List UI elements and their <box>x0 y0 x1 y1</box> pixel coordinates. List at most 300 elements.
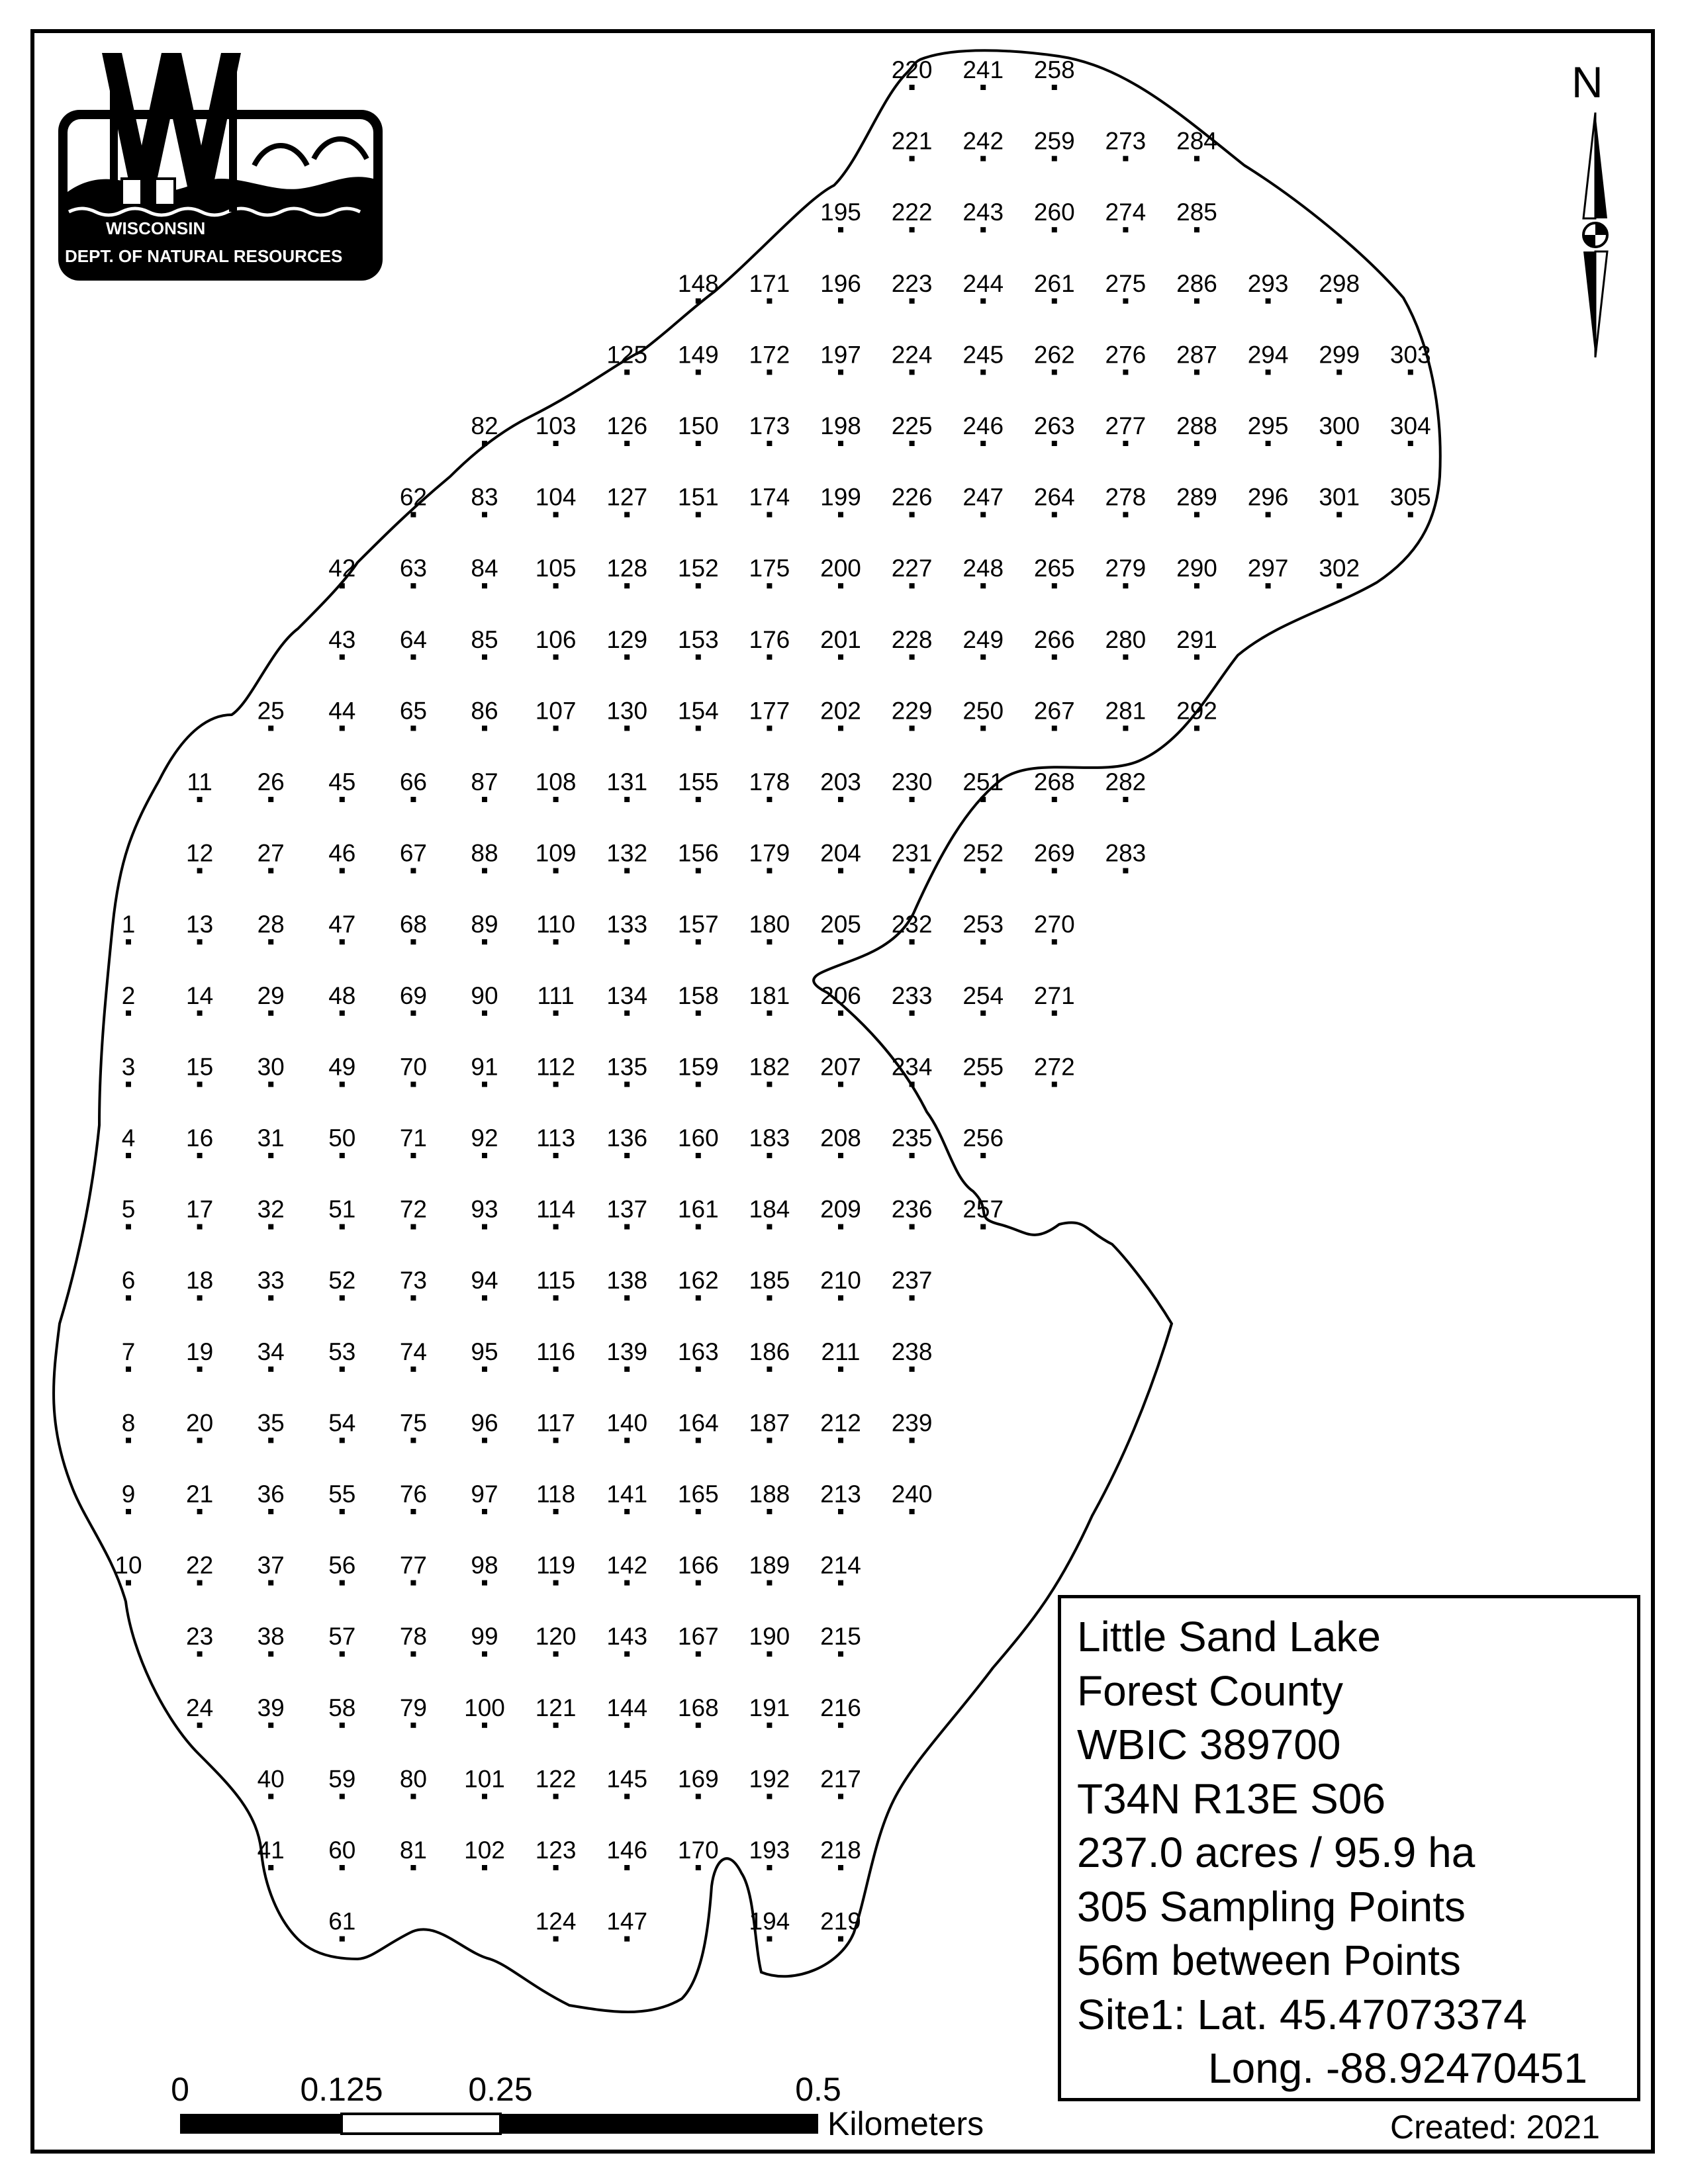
sampling-point-marker <box>1052 725 1057 731</box>
sampling-point-marker <box>696 1224 701 1230</box>
sampling-point-marker <box>1123 583 1128 588</box>
sampling-point-label: 261 <box>1033 269 1075 297</box>
sampling-point-label: 99 <box>471 1623 498 1651</box>
sampling-point-marker <box>482 441 487 446</box>
sampling-point-label: 184 <box>749 1195 790 1223</box>
sampling-point-marker <box>767 1081 772 1087</box>
sampling-point-marker <box>410 725 416 731</box>
sampling-point-label: 250 <box>962 697 1004 725</box>
sampling-point-marker <box>340 1295 345 1300</box>
sampling-point-marker <box>767 1936 772 1942</box>
sampling-point-marker <box>340 1509 345 1514</box>
sampling-point-label: 254 <box>962 981 1004 1009</box>
sampling-point-marker <box>1194 298 1199 304</box>
sampling-point-marker <box>1336 583 1342 588</box>
sampling-point-marker <box>410 1509 416 1514</box>
sampling-point-label: 123 <box>535 1837 577 1864</box>
sampling-point-label: 236 <box>891 1195 933 1223</box>
sampling-point-marker <box>767 1580 772 1586</box>
sampling-point-marker <box>696 1153 701 1158</box>
sampling-point-label: 66 <box>399 768 427 796</box>
scale-unit-label: Kilometers <box>827 2105 984 2142</box>
sampling-point-marker <box>1336 369 1342 375</box>
sampling-point-label: 119 <box>536 1551 576 1579</box>
sampling-point-label: 13 <box>186 911 214 938</box>
sampling-point-marker <box>410 1651 416 1657</box>
sampling-point-label: 5 <box>121 1195 136 1223</box>
sampling-point-label: 241 <box>962 56 1004 83</box>
sampling-point-label: 74 <box>399 1338 427 1365</box>
sampling-point-label: 152 <box>677 555 719 582</box>
sampling-point-marker <box>340 1651 345 1657</box>
sampling-point-marker <box>340 1081 345 1087</box>
sampling-point-marker <box>268 1580 273 1586</box>
sampling-point-label: 1 <box>121 911 136 938</box>
sampling-point-marker <box>624 512 630 518</box>
sampling-point-label: 32 <box>257 1195 285 1223</box>
sampling-point-marker <box>624 939 630 944</box>
sampling-point-marker <box>838 1011 843 1016</box>
sampling-point-label: 71 <box>399 1124 427 1152</box>
sampling-point-label: 62 <box>399 483 427 511</box>
sampling-point-label: 209 <box>820 1195 861 1223</box>
sampling-point-marker <box>197 1153 203 1158</box>
sampling-point-label: 283 <box>1105 839 1147 867</box>
sampling-point-marker <box>838 1509 843 1514</box>
sampling-point-label: 200 <box>820 555 861 582</box>
sampling-point-label: 149 <box>677 341 719 369</box>
sampling-point-label: 257 <box>962 1195 1004 1223</box>
sampling-point-marker <box>268 868 273 874</box>
sampling-point-marker <box>624 1865 630 1870</box>
sampling-point-label: 83 <box>471 483 498 511</box>
sampling-point-marker <box>767 1794 772 1799</box>
sampling-point-marker <box>268 797 273 802</box>
sampling-point-label: 75 <box>399 1409 427 1437</box>
sampling-point-marker <box>553 1153 559 1158</box>
sampling-point-marker <box>197 1367 203 1372</box>
sampling-point-marker <box>696 1081 701 1087</box>
sampling-point-label: 188 <box>749 1480 790 1508</box>
sampling-point-marker <box>696 1794 701 1799</box>
sampling-point-marker <box>980 1081 986 1087</box>
sampling-point-label: 253 <box>962 911 1004 938</box>
sampling-point-marker <box>980 512 986 518</box>
sampling-point-marker <box>696 1367 701 1372</box>
sampling-point-label: 237 <box>891 1267 933 1295</box>
sampling-point-label: 27 <box>257 839 285 867</box>
sampling-point-marker <box>1123 298 1128 304</box>
sampling-point-marker <box>980 441 986 446</box>
sampling-point-label: 143 <box>606 1623 648 1651</box>
sampling-point-marker <box>482 1224 487 1230</box>
sampling-point-label: 162 <box>677 1267 719 1295</box>
sampling-point-label: 34 <box>257 1338 285 1365</box>
sampling-point-marker <box>1266 298 1271 304</box>
sampling-point-label: 170 <box>677 1837 719 1864</box>
sampling-point-label: 87 <box>471 768 498 796</box>
sampling-point-label: 102 <box>464 1837 505 1864</box>
sampling-point-label: 91 <box>471 1053 498 1081</box>
sampling-point-label: 113 <box>536 1124 576 1152</box>
sampling-point-marker <box>980 369 986 375</box>
sampling-point-marker <box>340 868 345 874</box>
sampling-point-marker <box>268 1509 273 1514</box>
logo-line-2: DEPT. OF NATURAL RESOURCES <box>65 246 343 266</box>
sampling-point-label: 159 <box>677 1053 719 1081</box>
sampling-point-marker <box>268 725 273 731</box>
sampling-point-label: 53 <box>328 1338 356 1365</box>
sampling-point-label: 101 <box>464 1765 505 1793</box>
sampling-point-label: 247 <box>962 483 1004 511</box>
sampling-point-label: 163 <box>677 1338 719 1365</box>
sampling-point-marker <box>1123 441 1128 446</box>
map-info-box <box>1058 1595 1640 2101</box>
sampling-point-label: 134 <box>606 981 648 1009</box>
sampling-point-label: 22 <box>186 1551 214 1579</box>
sampling-point-label: 76 <box>399 1480 427 1508</box>
sampling-point-label: 39 <box>257 1694 285 1721</box>
sampling-point-marker <box>1194 227 1199 232</box>
sampling-point-marker <box>1194 655 1199 660</box>
sampling-point-label: 112 <box>536 1053 576 1081</box>
sampling-point-marker <box>482 512 487 518</box>
sampling-point-label: 297 <box>1247 555 1289 582</box>
sampling-point-marker <box>410 1580 416 1586</box>
sampling-point-label: 72 <box>399 1195 427 1223</box>
sampling-point-marker <box>1336 512 1342 518</box>
sampling-point-marker <box>696 1865 701 1870</box>
sampling-point-marker <box>624 1295 630 1300</box>
sampling-point-label: 9 <box>121 1480 136 1508</box>
sampling-point-label: 222 <box>891 199 933 226</box>
sampling-point-label: 208 <box>820 1124 861 1152</box>
sampling-point-marker <box>553 1865 559 1870</box>
sampling-point-label: 124 <box>535 1907 577 1935</box>
sampling-point-marker <box>482 939 487 944</box>
point-spacing: 56m between Points <box>1077 1936 1461 1984</box>
sampling-point-label: 80 <box>399 1765 427 1793</box>
sampling-point-marker <box>624 1794 630 1799</box>
sampling-point-label: 255 <box>962 1053 1004 1081</box>
sampling-point-label: 126 <box>606 412 648 439</box>
sampling-point-marker <box>1123 655 1128 660</box>
sampling-point-label: 212 <box>820 1409 861 1437</box>
sampling-point-label: 44 <box>328 697 356 725</box>
sampling-point-label: 137 <box>606 1195 648 1223</box>
sampling-point-marker <box>980 298 986 304</box>
sampling-point-marker <box>910 1153 915 1158</box>
sampling-point-marker <box>197 1011 203 1016</box>
sampling-point-marker <box>624 1651 630 1657</box>
sampling-point-marker <box>910 868 915 874</box>
sampling-point-label: 267 <box>1033 697 1075 725</box>
sampling-point-label: 109 <box>535 839 577 867</box>
sampling-point-marker <box>624 797 630 802</box>
sampling-point-marker <box>268 1723 273 1728</box>
sampling-point-label: 238 <box>891 1338 933 1365</box>
sampling-point-label: 227 <box>891 555 933 582</box>
sampling-point-count: 305 Sampling Points <box>1077 1882 1466 1931</box>
sampling-point-marker <box>553 868 559 874</box>
sampling-point-label: 127 <box>606 483 648 511</box>
sampling-point-label: 31 <box>257 1124 285 1152</box>
sampling-point-label: 303 <box>1389 341 1431 369</box>
sampling-point-label: 3 <box>121 1053 136 1081</box>
sampling-point-marker <box>696 1651 701 1657</box>
sampling-point-marker <box>910 797 915 802</box>
sampling-point-marker <box>1123 725 1128 731</box>
sampling-point-label: 223 <box>891 269 933 297</box>
sampling-point-marker <box>553 1081 559 1087</box>
sampling-point-label: 213 <box>820 1480 861 1508</box>
sampling-point-marker <box>980 868 986 874</box>
sampling-point-marker <box>197 1509 203 1514</box>
sampling-point-label: 175 <box>749 555 790 582</box>
sampling-point-label: 203 <box>820 768 861 796</box>
sampling-point-label: 305 <box>1389 483 1431 511</box>
sampling-point-marker <box>1194 441 1199 446</box>
sampling-point-marker <box>1123 868 1128 874</box>
sampling-point-marker <box>553 1651 559 1657</box>
township-range-section: T34N R13E S06 <box>1077 1774 1386 1823</box>
sampling-point-marker <box>410 1011 416 1016</box>
sampling-point-marker <box>838 725 843 731</box>
sampling-point-label: 224 <box>891 341 933 369</box>
sampling-point-marker <box>624 1509 630 1514</box>
sampling-point-label: 289 <box>1176 483 1217 511</box>
site-latitude: Site1: Lat. 45.47073374 <box>1077 1990 1527 2038</box>
sampling-point-label: 18 <box>186 1267 214 1295</box>
sampling-point-label: 106 <box>535 625 577 653</box>
sampling-point-label: 153 <box>677 625 719 653</box>
sampling-point-marker <box>767 797 772 802</box>
sampling-point-label: 165 <box>677 1480 719 1508</box>
sampling-point-label: 273 <box>1105 127 1147 155</box>
sampling-point-marker <box>1266 583 1271 588</box>
sampling-point-marker <box>624 1081 630 1087</box>
sampling-point-label: 202 <box>820 697 861 725</box>
sampling-point-label: 125 <box>606 341 648 369</box>
sampling-point-label: 265 <box>1033 555 1075 582</box>
sampling-point-marker <box>268 939 273 944</box>
sampling-point-marker <box>410 1367 416 1372</box>
sampling-point-marker <box>910 1509 915 1514</box>
sampling-point-label: 78 <box>399 1623 427 1651</box>
sampling-point-label: 114 <box>536 1195 576 1223</box>
sampling-point-label: 141 <box>606 1480 648 1508</box>
county-name: Forest County <box>1077 1666 1343 1715</box>
sampling-point-label: 249 <box>962 625 1004 653</box>
sampling-point-label: 142 <box>606 1551 648 1579</box>
sampling-point-label: 220 <box>891 56 933 83</box>
sampling-point-marker <box>1052 85 1057 90</box>
sampling-point-marker <box>910 1081 915 1087</box>
sampling-point-marker <box>197 1081 203 1087</box>
sampling-point-label: 286 <box>1176 269 1217 297</box>
sampling-point-label: 51 <box>328 1195 356 1223</box>
sampling-point-label: 157 <box>677 911 719 938</box>
sampling-point-label: 121 <box>535 1694 577 1721</box>
sampling-point-marker <box>624 1367 630 1372</box>
sampling-point-marker <box>1052 441 1057 446</box>
sampling-point-label: 17 <box>186 1195 214 1223</box>
sampling-point-marker <box>410 583 416 588</box>
sampling-point-marker <box>1194 369 1199 375</box>
sampling-point-marker <box>1336 441 1342 446</box>
sampling-point-marker <box>910 369 915 375</box>
sampling-point-label: 178 <box>749 768 790 796</box>
sampling-point-label: 266 <box>1033 625 1075 653</box>
sampling-point-marker <box>1194 725 1199 731</box>
sampling-point-marker <box>696 441 701 446</box>
sampling-point-label: 61 <box>328 1907 356 1935</box>
sampling-point-label: 189 <box>749 1551 790 1579</box>
sampling-point-label: 30 <box>257 1053 285 1081</box>
sampling-point-label: 264 <box>1033 483 1075 511</box>
sampling-point-marker <box>696 1437 701 1443</box>
sampling-point-label: 262 <box>1033 341 1075 369</box>
sampling-point-label: 85 <box>471 625 498 653</box>
sampling-point-marker <box>767 1437 772 1443</box>
sampling-point-label: 64 <box>399 625 427 653</box>
sampling-point-marker <box>1266 441 1271 446</box>
sampling-point-marker <box>410 655 416 660</box>
sampling-point-label: 43 <box>328 625 356 653</box>
sampling-point-label: 20 <box>186 1409 214 1437</box>
sampling-point-label: 35 <box>257 1409 285 1437</box>
sampling-point-marker <box>410 512 416 518</box>
sampling-point-marker <box>624 1936 630 1942</box>
sampling-point-label: 164 <box>677 1409 719 1437</box>
sampling-point-marker <box>197 1437 203 1443</box>
sampling-point-marker <box>482 1651 487 1657</box>
sampling-point-label: 248 <box>962 555 1004 582</box>
sampling-point-marker <box>482 1081 487 1087</box>
sampling-point-marker <box>910 227 915 232</box>
sampling-point-marker <box>126 1580 131 1586</box>
sampling-point-label: 100 <box>464 1694 505 1721</box>
sampling-point-label: 156 <box>677 839 719 867</box>
sampling-point-label: 110 <box>536 911 576 938</box>
sampling-point-label: 145 <box>606 1765 648 1793</box>
sampling-point-marker <box>1194 156 1199 161</box>
sampling-point-marker <box>624 1580 630 1586</box>
sampling-point-label: 179 <box>749 839 790 867</box>
sampling-point-label: 128 <box>606 555 648 582</box>
sampling-point-label: 69 <box>399 981 427 1009</box>
sampling-point-label: 89 <box>471 911 498 938</box>
sampling-point-label: 10 <box>115 1551 142 1579</box>
sampling-point-marker <box>980 227 986 232</box>
sampling-point-marker <box>910 441 915 446</box>
sampling-point-marker <box>553 725 559 731</box>
sampling-point-label: 77 <box>399 1551 427 1579</box>
sampling-point-label: 206 <box>820 981 861 1009</box>
sampling-point-label: 36 <box>257 1480 285 1508</box>
sampling-point-marker <box>268 1081 273 1087</box>
sampling-point-marker <box>696 1011 701 1016</box>
sampling-point-marker <box>838 1794 843 1799</box>
sampling-point-label: 118 <box>536 1480 576 1508</box>
sampling-point-label: 24 <box>186 1694 214 1721</box>
sampling-point-marker <box>126 1081 131 1087</box>
sampling-point-marker <box>1408 441 1413 446</box>
sampling-point-marker <box>767 369 772 375</box>
sampling-point-label: 295 <box>1247 412 1289 439</box>
sampling-point-label: 28 <box>257 911 285 938</box>
sampling-point-marker <box>340 1011 345 1016</box>
sampling-point-marker <box>910 1011 915 1016</box>
sampling-point-label: 115 <box>536 1267 576 1295</box>
sampling-point-label: 67 <box>399 839 427 867</box>
sampling-point-marker <box>553 1011 559 1016</box>
sampling-point-label: 271 <box>1033 981 1075 1009</box>
sampling-point-marker <box>838 1437 843 1443</box>
sampling-point-marker <box>1123 512 1128 518</box>
sampling-point-marker <box>482 1865 487 1870</box>
sampling-point-label: 168 <box>677 1694 719 1721</box>
sampling-point-marker <box>696 298 701 304</box>
sampling-point-marker <box>838 797 843 802</box>
sampling-point-label: 198 <box>820 412 861 439</box>
sampling-point-marker <box>696 655 701 660</box>
sampling-point-marker <box>482 1295 487 1300</box>
sampling-point-label: 278 <box>1105 483 1147 511</box>
sampling-point-label: 231 <box>891 839 933 867</box>
sampling-point-label: 98 <box>471 1551 498 1579</box>
sampling-point-marker <box>624 1723 630 1728</box>
sampling-point-label: 294 <box>1247 341 1289 369</box>
sampling-point-marker <box>1052 156 1057 161</box>
sampling-point-marker <box>838 583 843 588</box>
sampling-point-label: 276 <box>1105 341 1147 369</box>
sampling-point-marker <box>340 725 345 731</box>
sampling-point-label: 146 <box>606 1837 648 1864</box>
sampling-point-marker <box>1266 369 1271 375</box>
sampling-point-marker <box>340 1936 345 1942</box>
sampling-point-label: 54 <box>328 1409 356 1437</box>
sampling-point-marker <box>340 797 345 802</box>
sampling-point-label: 173 <box>749 412 790 439</box>
sampling-point-marker <box>767 868 772 874</box>
sampling-point-label: 23 <box>186 1623 214 1651</box>
sampling-point-label: 221 <box>891 127 933 155</box>
sampling-point-label: 19 <box>186 1338 214 1365</box>
sampling-point-marker <box>340 1367 345 1372</box>
sampling-point-label: 195 <box>820 199 861 226</box>
sampling-point-marker <box>197 1651 203 1657</box>
sampling-point-label: 103 <box>535 412 577 439</box>
sampling-point-label: 73 <box>399 1267 427 1295</box>
sampling-point-marker <box>1052 655 1057 660</box>
sampling-point-label: 304 <box>1389 412 1431 439</box>
sampling-point-marker <box>482 725 487 731</box>
sampling-point-label: 204 <box>820 839 861 867</box>
sampling-point-label: 176 <box>749 625 790 653</box>
sampling-point-label: 138 <box>606 1267 648 1295</box>
sampling-point-marker <box>838 1865 843 1870</box>
sampling-point-label: 234 <box>891 1053 933 1081</box>
sampling-point-label: 197 <box>820 341 861 369</box>
sampling-point-marker <box>838 369 843 375</box>
sampling-point-label: 240 <box>891 1480 933 1508</box>
sampling-point-label: 95 <box>471 1338 498 1365</box>
sampling-point-marker <box>553 797 559 802</box>
sampling-point-label: 70 <box>399 1053 427 1081</box>
sampling-point-marker <box>696 868 701 874</box>
sampling-point-label: 268 <box>1033 768 1075 796</box>
